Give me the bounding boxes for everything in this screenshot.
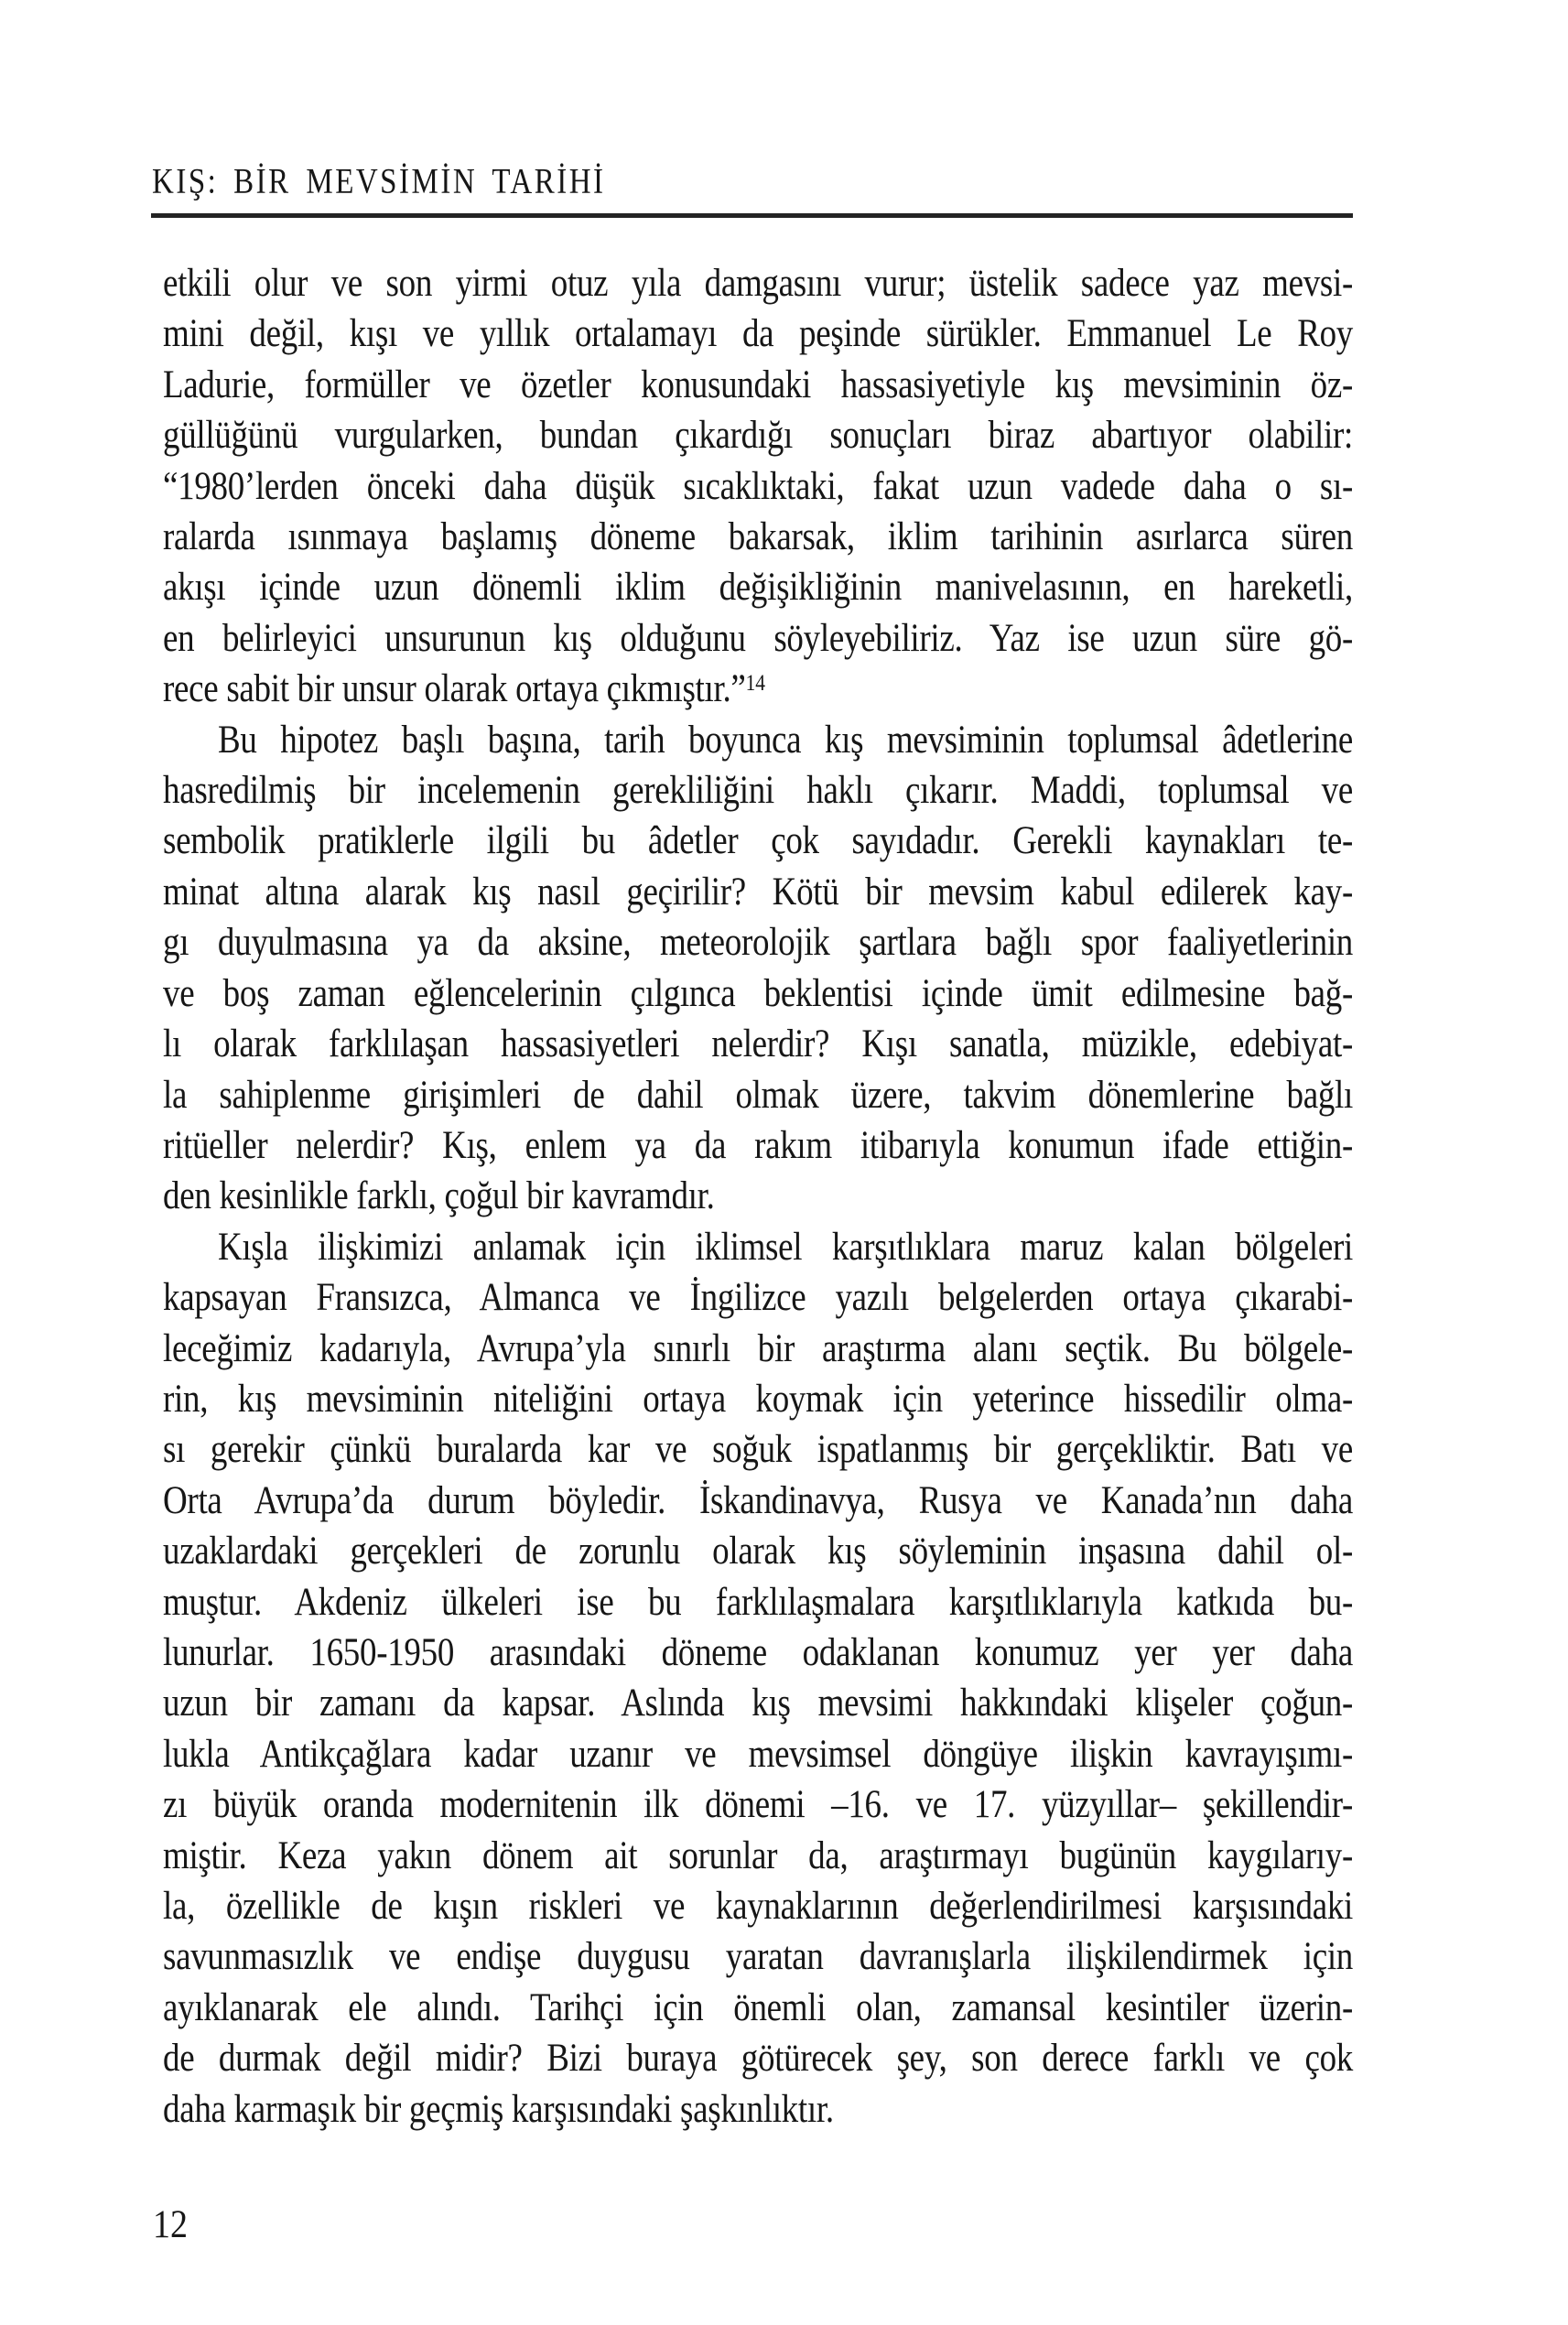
text-line: güllüğünü vurgularken, bundan çıkardığı sonuçları biraz abartıyor olabilir: — [163, 413, 1353, 458]
text-line: la sahiplenme girişimleri de dahil olmak üzere, takvim dönemlerine bağlı — [163, 1072, 1353, 1118]
paragraph — [163, 258, 1353, 715]
text-line: Ladurie, formüller ve özetler konusundaki hassasiyetiyle kış mevsiminin öz- — [163, 362, 1353, 407]
text-line: lukla Antikçağlara kadar uzanır ve mevsimsel döngüye ilişkin kavrayışımı- — [163, 1732, 1353, 1777]
page-number: 12 — [153, 2201, 188, 2247]
text-line: uzun bir zamanı da kapsar. Aslında kış mevsimi hakkındaki klişeler çoğun- — [163, 1681, 1353, 1726]
text-line: daha karmaşık bir geçmiş karşısındaki şaşkınlıktır. — [163, 2086, 834, 2132]
text-line: Kışla ilişkimizi anlamak için iklimsel karşıtlıklara maruz kalan bölgeleri — [218, 1224, 1353, 1270]
text-line: Bu hipotez başlı başına, tarih boyunca kış mevsiminin toplumsal âdetlerine — [218, 717, 1353, 762]
text-line: rece sabit bir unsur olarak ortaya çıkmıştır.”$^{14}$ — [163, 666, 766, 711]
text-line: la, özellikle de kışın riskleri ve kaynaklarının değerlendirilmesi karşısındaki — [163, 1884, 1353, 1929]
header-rule — [151, 213, 1353, 218]
text-line: kapsayan Fransızca, Almanca ve İngilizce yazılı belgelerden ortaya çıkarabi- — [163, 1275, 1353, 1320]
text-line: muştur. Akdeniz ülkeleri ise bu farklılaşmalara karşıtlıklarıyla katkıda bu- — [163, 1579, 1353, 1625]
text-line: uzaklardaki gerçekleri de zorunlu olarak kış söyleminin inşasına dahil ol- — [163, 1529, 1353, 1573]
running-header: KIŞ: BİR MEVSİMİN TARİHİ — [152, 162, 606, 202]
text-line: zı büyük oranda modernitenin ilk dönemi –16. ve 17. yüzyıllar– şekillendir- — [163, 1782, 1353, 1827]
text-line: “1980’lerden önceki daha düşük sıcaklıktaki, fakat uzun vadede daha o sı- — [163, 463, 1353, 509]
text-line: den kesinlikle farklı, çoğul bir kavramdır. — [163, 1173, 715, 1218]
text-line: mini değil, kışı ve yıllık ortalamayı da peşinde sürükler. Emmanuel Le Roy — [163, 311, 1353, 357]
text-line: de durmak değil midir? Bizi buraya götürecek şey, son derece farklı ve çok — [163, 2036, 1353, 2081]
text-line: leceğimiz kadarıyla, Avrupa’yla sınırlı bir araştırma alanı seçtik. Bu bölgele- — [163, 1325, 1353, 1371]
text-line: ayıklanarak ele alındı. Tarihçi için önemli olan, zamansal kesintiler üzerin- — [163, 1985, 1353, 2030]
text-line: sembolik pratiklerle ilgili bu âdetler çok sayıdadır. Gerekli kaynakları te- — [163, 818, 1353, 864]
paragraph — [163, 1222, 1353, 2135]
text-line: rin, kış mevsiminin niteliğini ortaya koymak için yeterince hissedilir olma- — [163, 1377, 1353, 1422]
text-line: lunurlar. 1650-1950 arasındaki döneme odaklanan konumuz yer yer daha — [163, 1630, 1353, 1675]
text-line: en belirleyici unsurunun kış olduğunu söyleyebiliriz. Yaz ise uzun süre gö- — [163, 616, 1353, 661]
text-line: lı olarak farklılaşan hassasiyetleri nelerdir? Kışı sanatla, müzikle, edebiyat- — [163, 1022, 1353, 1066]
text-line: akışı içinde uzun dönemli iklim değişikliğinin manivelasının, en hareketli, — [163, 565, 1353, 611]
body-text — [163, 258, 1353, 2135]
text-line: miştir. Keza yakın dönem ait sorunlar da, araştırmayı bugünün kaygılarıy- — [163, 1833, 1353, 1878]
text-line: gı duyulmasına ya da aksine, meteorolojik şartlara bağlı spor faaliyetlerinin — [163, 920, 1353, 965]
text-line: sı gerekir çünkü buralarda kar ve soğuk ispatlanmış bir gerçekliktir. Batı ve — [163, 1427, 1353, 1472]
text-line: savunmasızlık ve endişe duygusu yaratan davranışlarla ilişkilendirmek için — [163, 1934, 1353, 1980]
text-line: ve boş zaman eğlencelerinin çılgınca beklentisi içinde ümit edilmesine bağ- — [163, 970, 1353, 1016]
paragraph — [163, 715, 1353, 1222]
text-line: hasredilmiş bir incelemenin gerekliliğini haklı çıkarır. Maddi, toplumsal ve — [163, 768, 1353, 813]
text-line: ritüeller nelerdir? Kış, enlem ya da rakım itibarıyla konumun ifade ettiğin- — [163, 1123, 1353, 1168]
footnote-reference: 14 — [745, 669, 766, 697]
text-line: ralarda ısınmaya başlamış döneme bakarsak, iklim tarihinin asırlarca süren — [163, 514, 1353, 559]
text-line: minat altına alarak kış nasıl geçirilir? Kötü bir mevsim kabul edilerek kay- — [163, 870, 1353, 914]
text-line: Orta Avrupa’da durum böyledir. İskandinavya, Rusya ve Kanada’nın daha — [163, 1478, 1353, 1523]
text-line: etkili olur ve son yirmi otuz yıla damgasını vurur; üstelik sadece yaz mevsi- — [163, 261, 1353, 306]
